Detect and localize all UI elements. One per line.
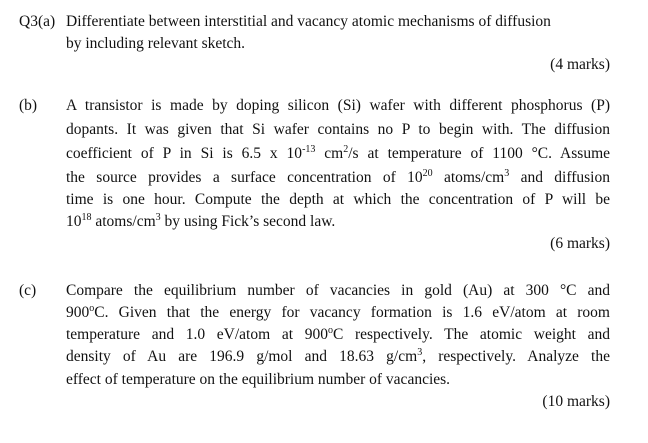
q3b-text-line-1: A transistor is made by doping silicon (Si) wafer with different phosphorus (P) bbox=[66, 97, 610, 114]
q3b-label: (b) bbox=[19, 97, 38, 114]
q3c-text-line-4: density of Au are 196.9 g/mol and 18.63 $g/cm^3$, respectively. Analyze the bbox=[66, 347, 610, 365]
q3b-text-line-3: coefficient of P in Si is 6.5 x $10^{-13}$ $cm^2/s$ at temperature of 1100 °C. Assume bbox=[66, 144, 611, 162]
q3a-label: Q3(a) bbox=[19, 13, 56, 30]
q3b-text-line-2: dopants. It was given that Si wafer contains no P to begin with. The diffusion bbox=[66, 121, 610, 138]
q3c-label: (c) bbox=[19, 282, 37, 299]
q3b-text-line-5: time is one hour. Compute the depth at which the concentration of P will be bbox=[66, 191, 610, 208]
q3c-text-line-1: Compare the equilibrium number of vacancies in gold (Au) at 300 °C and bbox=[66, 282, 610, 299]
q3c-marks: (10 marks) bbox=[542, 393, 610, 410]
q3a-text-line-1: Differentiate between interstitial and vacancy atomic mechanisms of diffusion bbox=[66, 13, 551, 30]
q3b-text-line-4: the source provides a surface concentration of $10^{20}$ atoms/$cm^3$ and diffusion bbox=[66, 168, 610, 186]
q3a-marks: (4 marks) bbox=[550, 56, 610, 73]
q3c-text-line-2: 900$^o$C. Given that the energy for vacancy formation is 1.6 eV/atom at room bbox=[66, 303, 610, 321]
q3a-text-line-2: by including relevant sketch. bbox=[66, 35, 246, 52]
q3b-marks: (6 marks) bbox=[550, 235, 610, 252]
q3b-text-line-6: $10^{18}$ atoms/$cm^3$ by using Fick’s second law. bbox=[66, 212, 336, 230]
q3c-text-line-5: effect of temperature on the equilibrium number of vacancies. bbox=[66, 371, 451, 388]
q3c-text-line-3: temperature and 1.0 eV/atom at 900$^o$C respectively. The atomic weight and bbox=[66, 325, 611, 343]
